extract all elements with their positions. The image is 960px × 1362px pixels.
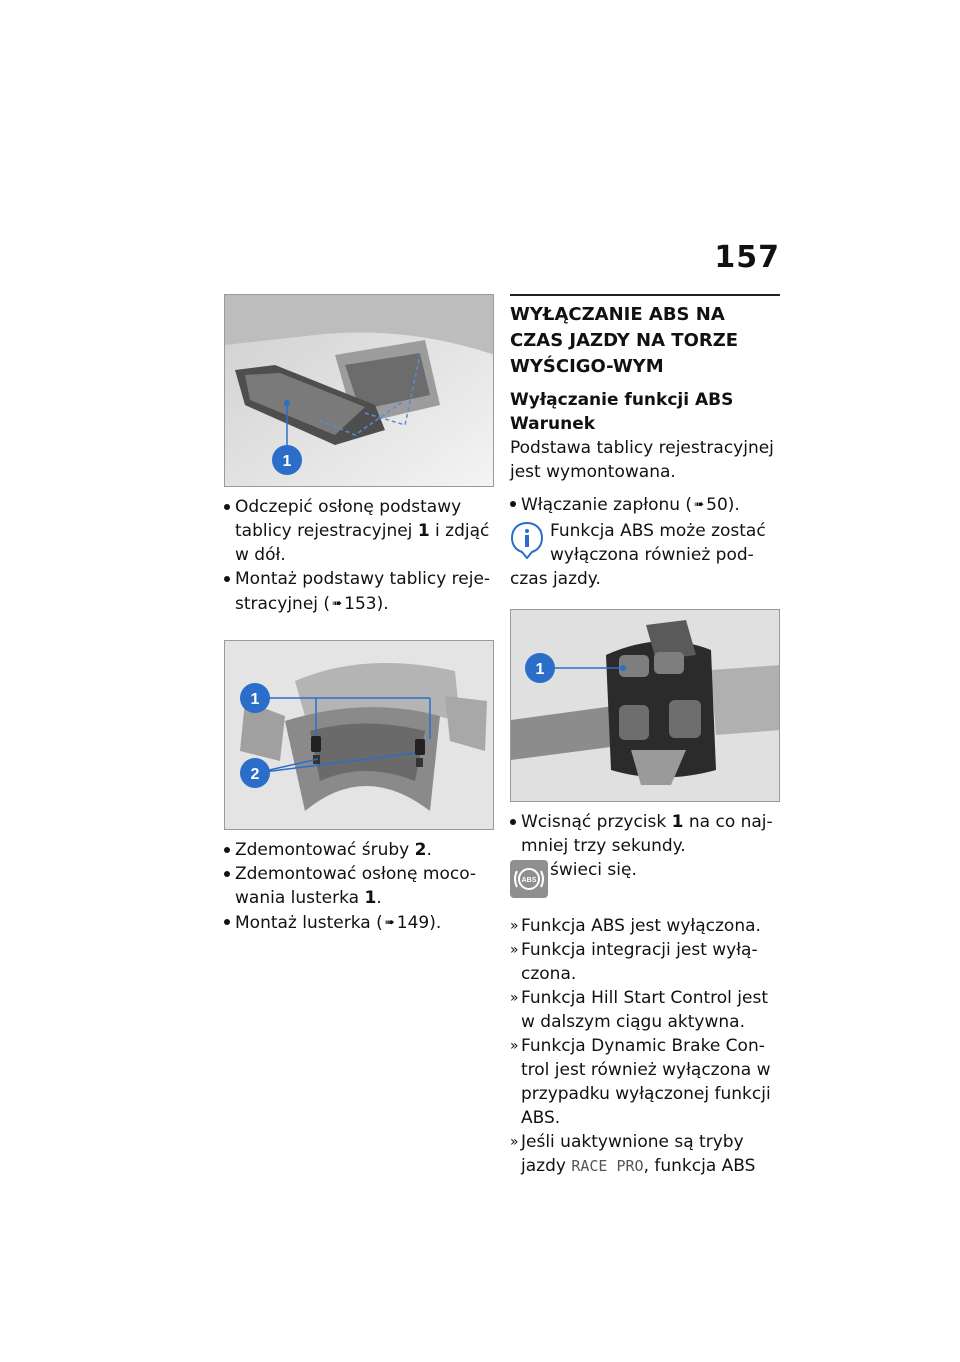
page-ref-arrow-icon: ➠ — [384, 915, 395, 929]
condition-text: Podstawa tablicy rejestracyjnej jest wymontowana. — [510, 438, 774, 482]
callout-1-label: 1 — [282, 453, 292, 470]
figure-handlebar-switch — [510, 609, 780, 802]
figure-license-plate-cover — [224, 294, 494, 487]
list-item: Włączanie zapłonu ( ➠ 50). — [510, 492, 780, 517]
results-list — [510, 914, 780, 1178]
handlebar-switch-illustration — [511, 610, 780, 802]
steps-list-2 — [224, 838, 496, 935]
page-reference-link[interactable]: 153 — [344, 594, 377, 614]
list-item: » Funkcja ABS jest wyłączona. — [510, 914, 780, 938]
callout-2-label: 2 — [250, 766, 260, 783]
mirror-mount-illustration — [225, 641, 494, 830]
list-item: » Funkcja Dynamic Brake Con-trol jest również wyłączona w przypadku wyłączonej funkcji ABS. — [510, 1034, 780, 1130]
left-column — [224, 294, 496, 935]
page-number: 157 — [714, 240, 780, 275]
list-item: Wcisnąć przycisk 1 na co naj-mniej trzy sekundy. — [510, 810, 780, 858]
list-item: » Jeśli uaktywnione są tryby jazdy RACE PRO, funkcja ABS — [510, 1130, 780, 1178]
list-item: Montaż lusterka ( ➠ 149). — [224, 910, 496, 935]
info-icon — [510, 521, 544, 559]
subheading-function: Wyłączanie funkcji ABS — [510, 390, 734, 410]
list-item: Zdemontować śruby 2. — [224, 838, 496, 862]
page-ref-arrow-icon: ➠ — [694, 497, 705, 511]
list-item: Montaż podstawy tablicy reje-stracyjnej ( ➠ 153). — [224, 567, 496, 616]
steps-press — [510, 810, 780, 858]
section-title: WYŁĄCZANIE ABS NA CZAS JAZDY NA TORZE WYŚCIGO-WYM — [510, 294, 780, 380]
list-item: Odczepić osłonę podstawy tablicy rejestracyjnej 1 i zdjąć w dół. — [224, 495, 496, 567]
page-reference-link[interactable]: 50 — [706, 495, 728, 515]
page-reference-link[interactable]: 149 — [396, 913, 430, 933]
callout-1-label: 1 — [535, 661, 545, 678]
page-ref-arrow-icon: ➠ — [332, 596, 343, 610]
svg-text:ABS: ABS — [521, 877, 537, 884]
list-item: » Funkcja integracji jest wyłą-czona. — [510, 938, 780, 986]
right-column — [510, 294, 780, 1178]
abs-warning-note: ABS świeci się. — [510, 858, 780, 902]
steps-list-1 — [224, 495, 496, 616]
info-note: Funkcja ABS może zostać wyłączona również pod- czas jazdy. — [510, 521, 766, 589]
abs-warning-light-icon — [510, 860, 548, 898]
riding-mode-name: RACE PRO — [571, 1157, 644, 1175]
callout-1-label: 1 — [250, 691, 260, 708]
license-plate-illustration — [225, 295, 494, 487]
list-item: Zdemontować osłonę moco-wania lusterka 1. — [224, 862, 496, 910]
list-item: » Funkcja Hill Start Control jest w dalszym ciągu aktywna. — [510, 986, 780, 1034]
figure-mirror-mount — [224, 640, 494, 830]
subheading-condition: Warunek — [510, 414, 596, 434]
steps-ignition — [510, 492, 780, 517]
